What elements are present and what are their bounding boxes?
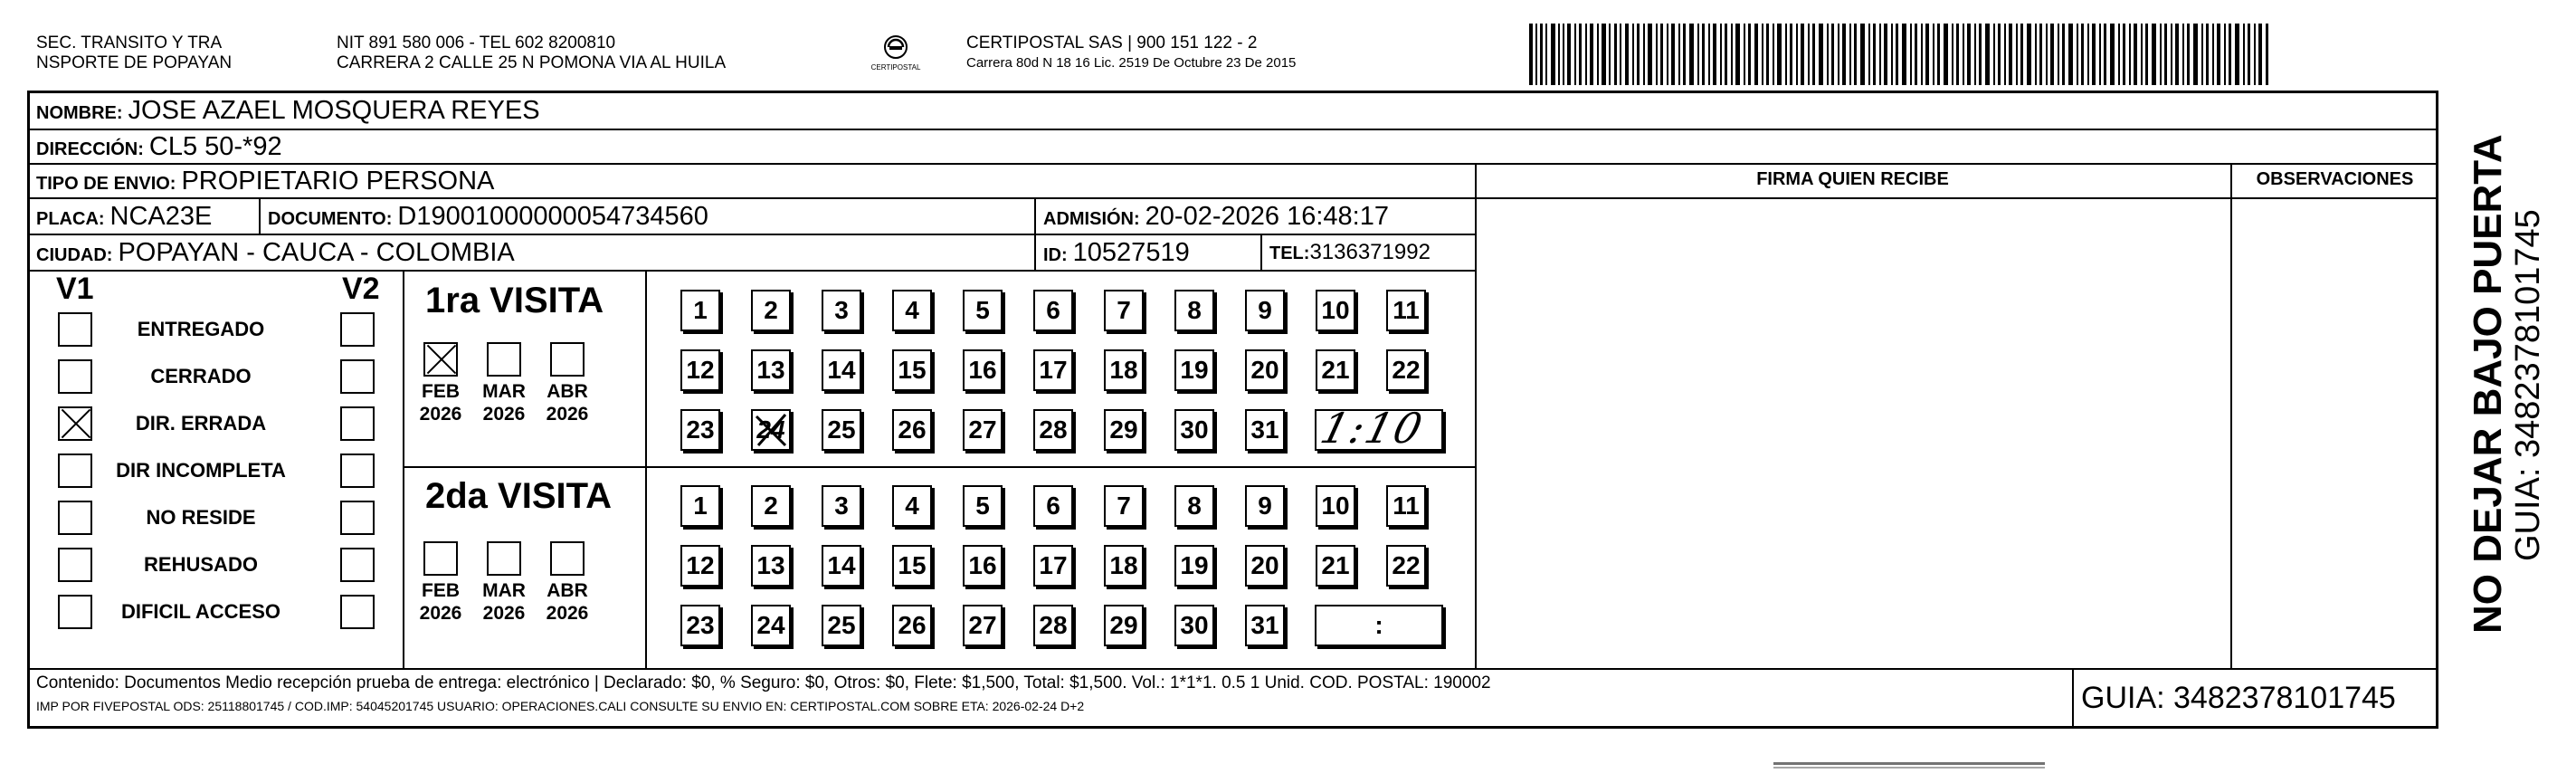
admision-value: 20-02-2026 16:48:17 (1145, 202, 1389, 231)
month-label: ABR 2026 (546, 381, 589, 425)
first-visit-time-box[interactable] (1315, 404, 1443, 453)
barcode (1529, 24, 2271, 85)
second-visit-day-30[interactable]: 30 (1174, 605, 1214, 646)
ciudad-value: POPAYAN - CAUCA - COLOMBIA (118, 238, 515, 267)
company-info: CERTIPOSTAL SAS | 900 151 122 - 2 (966, 33, 1258, 53)
first-visit-day-25[interactable]: 25 (822, 409, 861, 451)
month-label: FEB 2026 (419, 381, 462, 425)
logo-text: CERTIPOSTAL (870, 63, 921, 72)
second-visit-day-4[interactable]: 4 (892, 485, 932, 527)
first-visit-day-31[interactable]: 31 (1245, 409, 1285, 451)
second-visit-month-checkbox[interactable] (423, 541, 458, 576)
second-visit-day-28[interactable]: 28 (1033, 605, 1073, 646)
footer-imp-info: IMP POR FIVEPOSTAL ODS: 25118801745 / COD.IMP: 54045201745 USUARIO: OPERACIONES.CALI CONSULTE SU ENVIO EN: CERTIPOSTAL.COM SOBRE ETA: 2026-02-24 D+2 (36, 699, 1085, 713)
first-visit-time-handwritten: 1:10 (1316, 404, 1430, 453)
first-visit-title: 1ra VISITA (425, 281, 604, 320)
second-visit-day-29[interactable]: 29 (1104, 605, 1144, 646)
ciudad-field (36, 237, 515, 271)
second-visit-day-31[interactable]: 31 (1245, 605, 1285, 646)
second-visit-day-21[interactable]: 21 (1316, 545, 1355, 587)
status-reason-label: DIFICIL ACCESO (120, 600, 280, 623)
first-visit-day-14[interactable]: 14 (822, 349, 861, 391)
nombre-label: NOMBRE: (36, 103, 123, 123)
v2-checkbox[interactable] (340, 312, 375, 347)
id-field (1043, 237, 1190, 271)
first-visit-day-18[interactable]: 18 (1104, 349, 1144, 391)
status-reason-label: DIR INCOMPLETA (116, 459, 286, 482)
admision-label: ADMISIÓN: (1043, 209, 1140, 229)
first-visit-day-11[interactable]: 11 (1386, 290, 1426, 331)
v1-checkbox[interactable] (58, 454, 92, 488)
documento-label: DOCUMENTO: (268, 209, 393, 229)
second-visit-time-box[interactable]: : (1315, 605, 1443, 646)
stray-barcode (1773, 762, 2045, 771)
side-warning: NO DEJAR BAJO PUERTA (2466, 134, 2510, 634)
second-visit-day-19[interactable]: 19 (1174, 545, 1214, 587)
second-visit-day-17[interactable]: 17 (1033, 545, 1073, 587)
first-visit-day-15[interactable]: 15 (892, 349, 932, 391)
v2-checkbox[interactable] (340, 501, 375, 535)
first-visit-day-23[interactable]: 23 (680, 409, 720, 451)
second-visit-day-6[interactable]: 6 (1033, 485, 1073, 527)
first-visit-day-24[interactable]: 24 (751, 409, 791, 451)
side-guia: GUIA: 3482378101745 (2509, 209, 2547, 561)
v1-checkbox[interactable] (58, 595, 92, 629)
first-visit-day-17[interactable]: 17 (1033, 349, 1073, 391)
v1-checkbox[interactable] (58, 312, 92, 347)
tipo-envio-label: TIPO DE ENVIO: (36, 174, 176, 194)
first-visit-day-13[interactable]: 13 (751, 349, 791, 391)
direccion-label: DIRECCIÓN: (36, 139, 144, 159)
v2-checkbox[interactable] (340, 595, 375, 629)
placa-field (36, 201, 212, 234)
first-visit-day-21[interactable]: 21 (1316, 349, 1355, 391)
first-visit-day-3[interactable]: 3 (822, 290, 861, 331)
first-visit-day-5[interactable]: 5 (963, 290, 1003, 331)
second-visit-day-16[interactable]: 16 (963, 545, 1003, 587)
first-visit-day-27[interactable]: 27 (963, 409, 1003, 451)
nombre-value: JOSE AZAEL MOSQUERA REYES (128, 96, 540, 125)
admision-field (1043, 201, 1389, 234)
second-visit-day-8[interactable]: 8 (1174, 485, 1214, 527)
first-visit-day-26[interactable]: 26 (892, 409, 932, 451)
v2-checkbox[interactable] (340, 359, 375, 394)
documento-field (268, 201, 708, 234)
nombre-field (36, 95, 540, 129)
second-visit-day-15[interactable]: 15 (892, 545, 932, 587)
observaciones-column-header: OBSERVACIONES (2256, 169, 2414, 189)
second-visit-month-checkbox[interactable] (487, 541, 521, 576)
first-visit-day-16[interactable]: 16 (963, 349, 1003, 391)
status-reason-label: NO RESIDE (146, 506, 256, 529)
ciudad-label: CIUDAD: (36, 245, 113, 265)
first-visit-day-30[interactable]: 30 (1174, 409, 1214, 451)
company-license: Carrera 80d N 18 16 Lic. 2519 De Octubre 23 De 2015 (966, 55, 1297, 71)
documento-value: D19001000000054734560 (397, 202, 708, 231)
second-visit-day-14[interactable]: 14 (822, 545, 861, 587)
placa-value: NCA23E (109, 202, 213, 231)
footer-guia: GUIA: 3482378101745 (2081, 681, 2396, 715)
first-visit-day-29[interactable]: 29 (1104, 409, 1144, 451)
second-visit-day-5[interactable]: 5 (963, 485, 1003, 527)
v1-checkbox[interactable] (58, 548, 92, 582)
second-visit-day-3[interactable]: 3 (822, 485, 861, 527)
second-visit-day-20[interactable]: 20 (1245, 545, 1285, 587)
second-visit-day-18[interactable]: 18 (1104, 545, 1144, 587)
first-visit-day-6[interactable]: 6 (1033, 290, 1073, 331)
first-visit-day-28[interactable]: 28 (1033, 409, 1073, 451)
day-cross-mark (751, 409, 791, 451)
v1-header: V1 (56, 272, 94, 306)
v2-checkbox[interactable] (340, 454, 375, 488)
tel-label: TEL: (1269, 243, 1310, 263)
first-visit-day-4[interactable]: 4 (892, 290, 932, 331)
first-visit-day-20[interactable]: 20 (1245, 349, 1285, 391)
first-visit-day-22[interactable]: 22 (1386, 349, 1426, 391)
v2-checkbox[interactable] (340, 548, 375, 582)
sender-nit: NIT 891 580 006 - TEL 602 8200810 (337, 33, 616, 53)
certipostal-logo (869, 33, 923, 76)
second-visit-day-9[interactable]: 9 (1245, 485, 1285, 527)
second-visit-day-25[interactable]: 25 (822, 605, 861, 646)
first-visit-day-7[interactable]: 7 (1104, 290, 1144, 331)
sender-address: CARRERA 2 CALLE 25 N POMONA VIA AL HUILA (337, 53, 727, 72)
second-visit-day-13[interactable]: 13 (751, 545, 791, 587)
direccion-value: CL5 50-*92 (148, 132, 282, 161)
placa-label: PLACA: (36, 209, 105, 229)
second-visit-day-24[interactable]: 24 (751, 605, 791, 646)
v2-checkbox[interactable] (340, 406, 375, 441)
first-visit-day-12[interactable]: 12 (680, 349, 720, 391)
tipo-envio-field (36, 166, 494, 199)
second-visit-day-10[interactable]: 10 (1316, 485, 1355, 527)
first-visit-day-9[interactable]: 9 (1245, 290, 1285, 331)
second-visit-title: 2da VISITA (425, 476, 612, 516)
second-visit-month-checkbox[interactable] (550, 541, 585, 576)
firma-column-header: FIRMA QUIEN RECIBE (1756, 169, 1949, 189)
v1-checkbox[interactable] (58, 359, 92, 394)
tel-field (1269, 237, 1431, 269)
v2-header: V2 (342, 272, 380, 306)
v1-checkbox[interactable] (58, 406, 92, 441)
first-visit-day-10[interactable]: 10 (1316, 290, 1355, 331)
status-reason-label: ENTREGADO (137, 318, 265, 340)
id-value: 10527519 (1072, 238, 1190, 267)
first-visit-month-checkbox[interactable] (550, 342, 585, 377)
first-visit-day-1[interactable]: 1 (680, 290, 720, 331)
second-visit-day-27[interactable]: 27 (963, 605, 1003, 646)
first-visit-month-checkbox[interactable] (423, 342, 458, 377)
second-visit-day-11[interactable]: 11 (1386, 485, 1426, 527)
footer-contents: Contenido: Documentos Medio recepción prueba de entrega: electrónico | Declarado: $0, % Seguro: $0, Otros: $0, Flete: $1,500, Total: $1,500. Vol.: 1*1*1. 0.5 1 Unid. COD. POSTAL: 190002 (36, 673, 1491, 692)
second-visit-day-12[interactable]: 12 (680, 545, 720, 587)
second-visit-day-23[interactable]: 23 (680, 605, 720, 646)
second-visit-day-22[interactable]: 22 (1386, 545, 1426, 587)
first-visit-day-8[interactable]: 8 (1174, 290, 1214, 331)
second-visit-day-1[interactable]: 1 (680, 485, 720, 527)
sender-name-line2: NSPORTE DE POPAYAN (36, 53, 233, 72)
first-visit-day-2[interactable]: 2 (751, 290, 791, 331)
first-visit-month-checkbox[interactable] (487, 342, 521, 377)
first-visit-day-19[interactable]: 19 (1174, 349, 1214, 391)
id-label: ID: (1043, 245, 1068, 265)
month-label: MAR 2026 (482, 381, 526, 425)
sender-name-line1: SEC. TRANSITO Y TRA (36, 33, 223, 53)
tipo-envio-value: PROPIETARIO PERSONA (181, 167, 495, 196)
month-label: ABR 2026 (546, 580, 589, 624)
status-reason-label: CERRADO (150, 365, 252, 387)
tel-value: 3136371992 (1309, 240, 1431, 264)
status-reason-label: REHUSADO (144, 553, 258, 576)
month-label: MAR 2026 (482, 580, 526, 624)
second-visit-day-7[interactable]: 7 (1104, 485, 1144, 527)
second-visit-day-2[interactable]: 2 (751, 485, 791, 527)
second-visit-day-26[interactable]: 26 (892, 605, 932, 646)
direccion-field (36, 131, 282, 165)
v1-checkbox[interactable] (58, 501, 92, 535)
month-label: FEB 2026 (419, 580, 462, 624)
status-reason-label: DIR. ERRADA (135, 412, 267, 434)
